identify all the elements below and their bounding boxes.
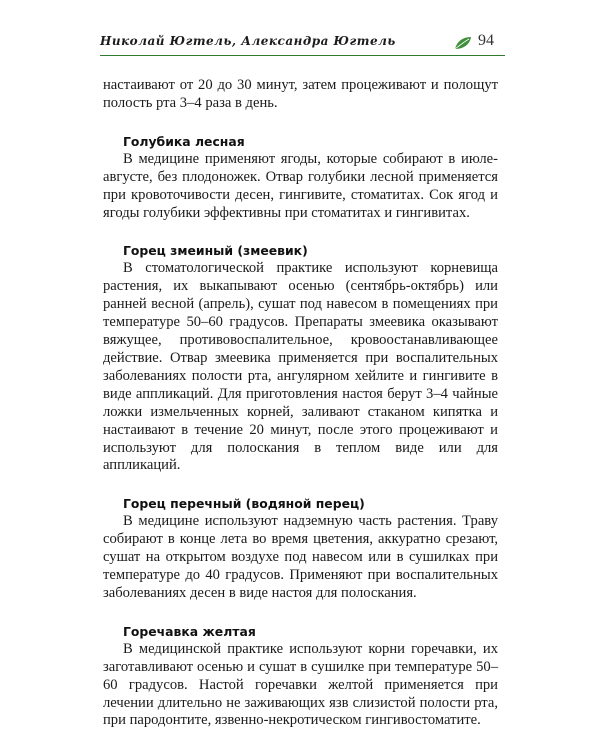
intro-paragraph: настаивают от 20 до 30 минут, затем процеживают и полощут полость рта 3–4 раза в день. <box>103 77 498 111</box>
section-text-gorechavka: В медицинской практике используют корни горечавки, их заготавливают осенью и сушат в сушилке при температуре 50–60 градусов. Настой горечавки желтой применяется при лечении длительно не заживающих язв слизистой полости рта, при пародонтите, язвенно-некротическом гингивостоматите. <box>103 640 498 729</box>
running-head-authors: Николай Югтель, Александра Югтель <box>100 34 396 48</box>
page-number: 94 <box>478 32 494 49</box>
leaf-icon <box>453 35 473 51</box>
section-title-gorets-zmeiny: Горец змеиный (змеевик) <box>123 243 308 259</box>
section-title-golubika: Голубика лесная <box>123 133 245 149</box>
section-text-gorets-perechny: В медицине используют надземную часть растения. Траву собирают в конце лета во время цветения, аккуратно срезают, сушат на открытом воздухе под навесом или в сушилках при температуре до 40 градусов. Применяют при воспалительных заболеваниях десен в виде настоя для полоскания. <box>103 513 498 601</box>
section-title-gorechavka: Горечавка желтая <box>123 623 256 639</box>
section-title-gorets-perechny: Горец перечный (водяной перец) <box>123 496 365 512</box>
section-text-gorets-zmeiny: В стоматологической практике используют корневища растения, их выкапывают осенью (сентябрь-октябрь) или ранней весной (апрель), сушат под навесом в помещениях при температуре 50–60 градусов. Препараты змеевика оказывают вяжущее, противовоспалительное, кровоостанавливающее действие. Отвар змеевика применяется при воспалительных заболеваниях полости рта, ангулярном хейлите и гингивите в виде аппликаций. Для приготовления настоя берут 3–4 чайные ложки измельченных корней, заливают стаканом кипятка и настаивают в течение 20 минут, после этого процеживают и используют для полоскания в теплом виде или для аппликаций. <box>103 260 498 474</box>
section-text-golubika: В медицине применяют ягоды, которые собирают в июле-августе, без плодоножек. Отвар голубики лесной применяется при кровоточивости десен, гингивите, стоматитах. Сок ягод и ягоды голубики эффективны при стоматитах и гингивитах. <box>103 150 498 221</box>
page-body <box>103 77 498 730</box>
page-header <box>100 32 505 54</box>
header-rule <box>100 55 505 56</box>
